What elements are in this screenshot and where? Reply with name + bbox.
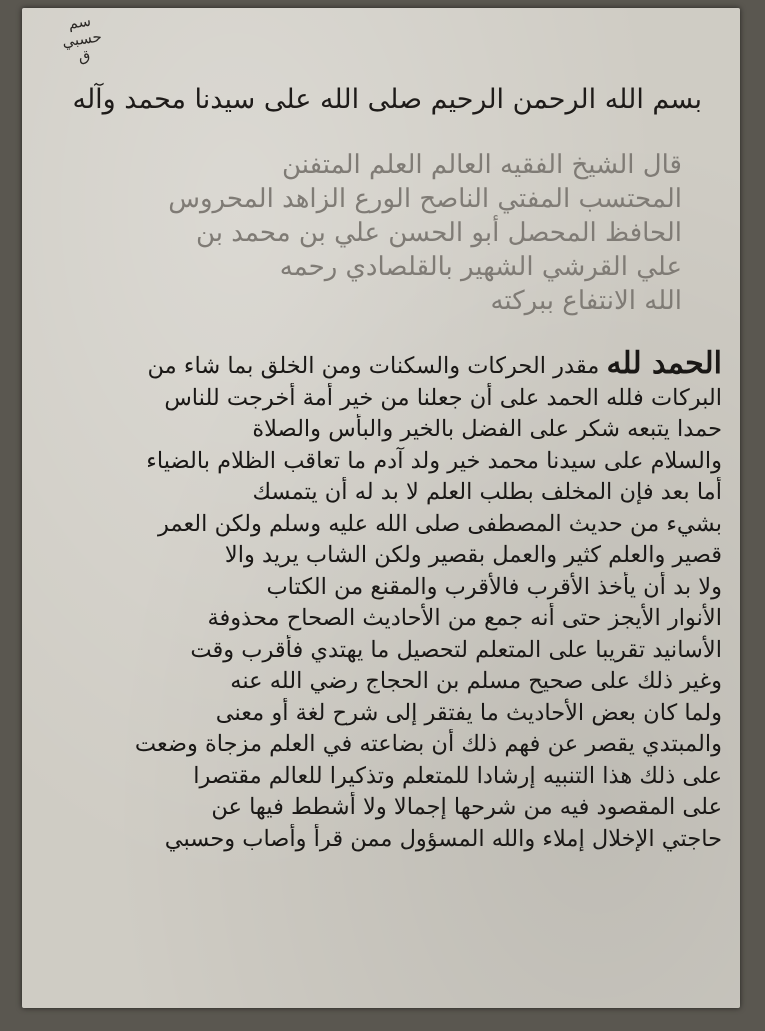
text-line: الأسانيد تقريبا على المتعلم لتحصيل ما يهتدي فأقرب وقت: [190, 636, 722, 663]
text-line-content: مقدر الحركات والسكنات ومن الخلق بما شاء من: [147, 353, 600, 379]
title-line: الحافظ المحصل أبو الحسن علي بن محمد بن: [195, 218, 682, 248]
opening-word: الحمد لله: [606, 348, 722, 381]
margin-note-line: ق: [77, 46, 92, 66]
margin-note: [49, 10, 116, 69]
title-line: علي القرشي الشهير بالقلصادي رحمه: [279, 252, 682, 282]
main-text: [42, 348, 722, 855]
title-line: المحتسب المفتي الناصح الورع الزاهد المحروس: [168, 184, 682, 214]
title-line: الله الانتفاع ببركته: [490, 286, 682, 316]
text-line: وغير ذلك على صحيح مسلم بن الحجاج رضي الله عنه: [230, 668, 722, 694]
text-line: على المقصود فيه من شرحها إجمالا ولا أشطط فيها عن: [211, 794, 722, 820]
text-line: حاجتي الإخلال إملاء والله المسؤول ممن قرأ وأصاب وحسبي: [164, 825, 722, 852]
margin-note-line: حسبي: [61, 27, 103, 51]
text-line: ولما كان بعض الأحاديث ما يفتقر إلى شرح لغة أو معنى: [215, 699, 722, 726]
text-line: قصير والعلم كثير والعمل بقصير ولكن الشاب يريد والا: [224, 542, 722, 568]
text-line: البركات فلله الحمد على أن جعلنا من خير أمة أخرجت للناس: [164, 384, 722, 411]
text-line: بشيء من حديث المصطفى صلى الله عليه وسلم ولكن العمر: [158, 510, 722, 537]
text-line: والمبتدي يقصر عن فهم ذلك أن بضاعته في العلم مزجاة وضعت: [134, 731, 722, 757]
text-line: أما بعد فإن المخلف بطلب العلم لا بد له أن يتمسك: [252, 479, 722, 505]
basmala-line: بسم الله الرحمن الرحيم صلى الله على سيدنا محمد وآله: [72, 84, 702, 115]
margin-note-line: سم: [67, 11, 92, 33]
title-block: [82, 148, 682, 318]
text-line: ولا بد أن يأخذ الأقرب فالأقرب والمقنع من الكتاب: [266, 573, 722, 600]
text-line: الأنوار الأيجز حتى أنه جمع من الأحاديث الصحاح محذوفة: [207, 605, 722, 631]
text-line: والسلام على سيدنا محمد خير ولد آدم ما تعاقب الظلام بالضياء: [146, 447, 722, 474]
text-line: [42, 348, 722, 383]
manuscript-page: [22, 8, 740, 1008]
title-line: قال الشيخ الفقيه العالم العلم المتفنن: [281, 150, 682, 180]
text-line: حمدا يتبعه شكر على الفضل بالخير والبأس والصلاة: [252, 416, 722, 442]
text-line: على ذلك هذا التنبيه إرشادا للمتعلم وتذكيرا للعالم مقتصرا: [193, 762, 722, 789]
